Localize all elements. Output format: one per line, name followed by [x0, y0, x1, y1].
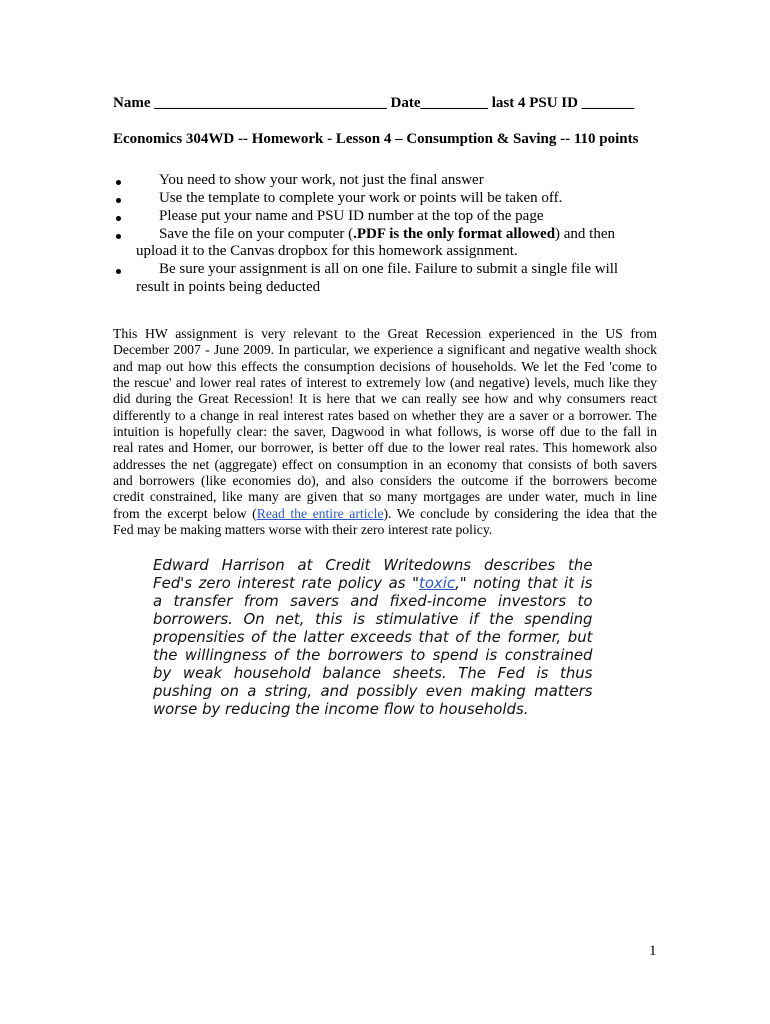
- quote-line: pushing on a string, and possibly even making matters: [153, 682, 593, 700]
- paragraph-line: This HW assignment is very relevant to the Great Recession experienced in the US from: [113, 326, 657, 341]
- paragraph-line: intuition is hopefully clear: the saver, Dagwood in what follows, is worse off due to the fall in: [113, 423, 657, 439]
- paragraph-line: addresses the net (aggregate) effect on consumption in an economy that consists of both savers: [113, 456, 657, 472]
- instruction-text: ) and then: [555, 225, 616, 242]
- quote-line: a transfer from savers and fixed-income investors to: [153, 592, 593, 610]
- read-article-link[interactable]: Read the entire article: [256, 505, 384, 521]
- paragraph-line: Fed may be making matters worse with their zero interest rate policy.: [113, 521, 493, 537]
- bullet-icon: [116, 269, 121, 274]
- instruction-list: [0, 172, 770, 297]
- toxic-link[interactable]: toxic: [418, 574, 456, 592]
- instruction-line: [0, 208, 770, 226]
- paragraph-line: differently to a change in real interest rates based on whether they are a saver or a borrower. The: [113, 407, 657, 423]
- paragraph-line: [113, 506, 657, 522]
- instruction-line: [0, 172, 770, 190]
- bullet-icon: [116, 198, 121, 203]
- quote-text: ," noting that it is: [455, 574, 593, 592]
- paragraph-line: credit constrained, like many are given that so many mortgages are under water, much in line: [113, 489, 657, 505]
- instruction-text: Use the template to complete your work or points will be taken off.: [159, 189, 563, 206]
- instruction-line: [0, 226, 770, 244]
- instruction-item: [0, 190, 770, 208]
- page-number: 1: [649, 943, 657, 959]
- pdf-format-emphasis: .PDF is the only format allowed: [353, 225, 556, 242]
- instruction-item: [0, 208, 770, 226]
- quote-line: by weak household balance sheets. The Fed is thus: [153, 664, 593, 682]
- instruction-text: You need to show your work, not just the final answer: [159, 172, 484, 188]
- bullet-icon: [116, 180, 121, 185]
- instruction-item: [0, 226, 770, 262]
- instruction-text: Be sure your assignment is all on one file. Failure to submit a single file will: [159, 261, 619, 278]
- quote-line: propensities of the latter exceeds that of the former, but: [153, 628, 593, 646]
- quote-line: the willingness of the borrowers to spend is constrained: [153, 646, 593, 664]
- instruction-continuation: result in points being deducted: [136, 279, 321, 296]
- intro-paragraph: [113, 326, 657, 538]
- quote-line: [153, 574, 593, 592]
- instruction-text: Please put your name and PSU ID number at the top of the page: [159, 207, 544, 224]
- bullet-icon: [116, 234, 121, 239]
- paragraph-line: real rates and Homer, our borrower, is better off due to the lower real rates. This homework also: [113, 440, 657, 456]
- article-excerpt-quote: [153, 556, 593, 718]
- instruction-line: [0, 190, 770, 208]
- paragraph-text: from the excerpt below (: [113, 505, 257, 521]
- paragraph-line: did during the Great Recession! It is here that we can really see how and why consumers react: [113, 391, 657, 407]
- instruction-continuation: upload it to the Canvas dropbox for this homework assignment.: [136, 243, 518, 260]
- bullet-icon: [116, 216, 121, 221]
- paragraph-line: and map out how this effects the consumption decisions of households. We let the Fed 'come to: [113, 358, 657, 374]
- paragraph-text: ). We conclude by considering the idea that the: [383, 505, 657, 521]
- paragraph-line: and borrowers (like economies do), and also considers the outcome if the borrowers become: [113, 472, 657, 488]
- quote-line: borrowers. On net, this is stimulative if the spending: [153, 610, 593, 628]
- student-info-line: Name _______________________________ Date_________ last 4 PSU ID _______: [113, 95, 635, 111]
- quote-text: Fed's zero interest rate policy as ": [153, 574, 419, 592]
- instruction-line: [0, 261, 770, 279]
- quote-line: worse by reducing the income flow to households.: [153, 700, 529, 718]
- paragraph-line: December 2007 - June 2009. In particular, we experience a significant and negative wealth shock: [113, 342, 657, 358]
- assignment-title: Economics 304WD -- Homework - Lesson 4 – Consumption & Saving -- 110 points: [113, 131, 639, 147]
- quote-line: Edward Harrison at Credit Writedowns describes the: [153, 556, 593, 574]
- instruction-item: [0, 261, 770, 297]
- instruction-item: [0, 172, 770, 190]
- paragraph-line: the rescue' and lower real rates of interest to extremely low (and negative) levels, much like they: [113, 374, 657, 390]
- instruction-text: Save the file on your computer (: [159, 225, 354, 242]
